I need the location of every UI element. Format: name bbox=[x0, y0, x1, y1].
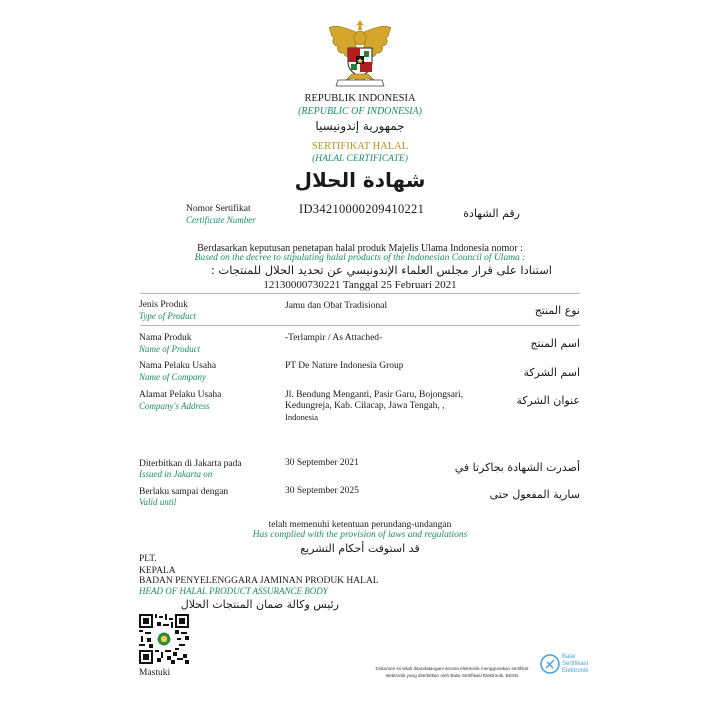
decree-text: Berdasarkan keputusan penetapan halal produk Majelis Ulama Indonesia nomor : bbox=[197, 243, 523, 254]
compliance-text-ar: قد استوفت أحكام التشريع bbox=[300, 542, 420, 555]
decree-number: 12130000730221 Tanggal 25 Februari 2021 bbox=[263, 279, 457, 291]
product-name-label-ar: اسم المنتج bbox=[530, 337, 580, 350]
bsre-logo-icon bbox=[540, 653, 560, 675]
certificate-title-en: (HALAL CERTIFICATE) bbox=[312, 154, 408, 164]
product-type-label-ar: نوع المنتج bbox=[534, 304, 580, 317]
issued-label-ar: أصدرت الشهادة بجاكرتا في bbox=[454, 461, 580, 474]
company-name-value: PT De Nature Indonesia Group bbox=[285, 361, 404, 371]
issued-value: 30 September 2021 bbox=[285, 458, 359, 468]
signatory-agency: BADAN PENYELENGGARA JAMINAN PRODUK HALAL bbox=[139, 576, 379, 586]
company-name-label-ar: اسم الشركة bbox=[523, 366, 580, 379]
cert-number-value: ID34210000209410221 bbox=[299, 202, 425, 216]
signatory-name: Mastuki bbox=[139, 668, 171, 678]
cert-number-label-en: Certificate Number bbox=[186, 215, 256, 225]
product-type-label-en: Type of Product bbox=[139, 311, 196, 321]
company-name-label-en: Name of Company bbox=[139, 372, 206, 382]
signatory-plt: PLT. bbox=[139, 554, 157, 564]
issued-label-en: Issued in Jakarta on bbox=[139, 469, 213, 479]
address-line: Kedungreja, Kab. Cilacap, Jawa Tengah, , bbox=[285, 401, 445, 411]
product-name-value: -Terlampir / As Attached- bbox=[285, 333, 383, 343]
note-line: Dokumen ini telah ditandatangani secara elektronik menggunakan sertifikat bbox=[375, 666, 529, 671]
divider bbox=[140, 293, 580, 294]
republic-title: REPUBLIK INDONESIA bbox=[304, 93, 416, 104]
address-line: Jl. Bendung Menganti, Pasir Garu, Bojongsari, bbox=[285, 390, 464, 400]
decree-text-en: Based on the decree to stipulating halal products of the Indonesian Council of Ulama : bbox=[194, 253, 526, 263]
cert-number-label-ar: رقم الشهادة bbox=[463, 207, 520, 220]
product-type-value: Jamu dan Obat Tradisional bbox=[285, 301, 388, 311]
valid-label-en: Valid until bbox=[139, 497, 177, 507]
garuda-emblem-icon bbox=[326, 18, 394, 88]
product-type-label: Jenis Produk bbox=[139, 300, 188, 310]
company-address-label: Alamat Pelaku Usaha bbox=[139, 390, 222, 400]
decree-text-ar: استنادا على قرار مجلس العلماء الإندونيسي عن تحديد الحلال للمنتجات : bbox=[210, 263, 552, 277]
signatory-agency-ar: رئيس وكالة ضمان المنتجات الحلال bbox=[180, 598, 339, 611]
product-name-label: Nama Produk bbox=[139, 333, 192, 343]
signatory-kepala: KEPALA bbox=[139, 566, 176, 576]
company-address-label-en: Company's Address bbox=[139, 401, 210, 411]
note-line: elektronik yang diterbitkan oleh Balai Sertifikasi Elektronik, BSSN bbox=[385, 673, 519, 678]
divider bbox=[140, 325, 580, 326]
certificate-title-ar: شهادة الحلال bbox=[294, 168, 426, 192]
product-name-label-en: Name of Product bbox=[139, 344, 201, 354]
bsre-line: Balai bbox=[562, 654, 576, 660]
bsre-logo-text bbox=[562, 654, 588, 675]
compliance-text-en: Has complied with the provision of laws and regulations bbox=[252, 530, 468, 540]
valid-value: 30 September 2025 bbox=[285, 486, 359, 496]
cert-number-label: Nomor Sertifikat bbox=[186, 204, 251, 214]
valid-label-ar: سارية المفعول حتى bbox=[489, 488, 580, 501]
republic-title-en: (REPUBLIC OF INDONESIA) bbox=[298, 106, 422, 117]
address-line: Indonesia bbox=[285, 412, 319, 422]
bsre-line: Elektronik bbox=[562, 668, 589, 674]
qr-code-icon bbox=[139, 614, 189, 664]
bsre-line: Sertifikasi bbox=[562, 661, 589, 667]
company-address-value bbox=[285, 390, 495, 423]
company-address-label-ar: عنوان الشركة bbox=[516, 394, 580, 407]
valid-label: Berlaku sampai dengan bbox=[139, 487, 229, 497]
issued-label: Diterbitkan di Jakarta pada bbox=[139, 459, 242, 469]
electronic-signature-note bbox=[362, 665, 542, 679]
compliance-text: telah memenuhi ketentuan perundang-undangan bbox=[268, 520, 452, 530]
company-name-label: Nama Pelaku Usaha bbox=[139, 361, 217, 371]
certificate-title: SERTIFIKAT HALAL bbox=[311, 141, 409, 152]
republic-title-ar: جمهورية إندونيسيا bbox=[315, 119, 405, 133]
signatory-agency-en: HEAD OF HALAL PRODUCT ASSURANCE BODY bbox=[139, 586, 328, 596]
